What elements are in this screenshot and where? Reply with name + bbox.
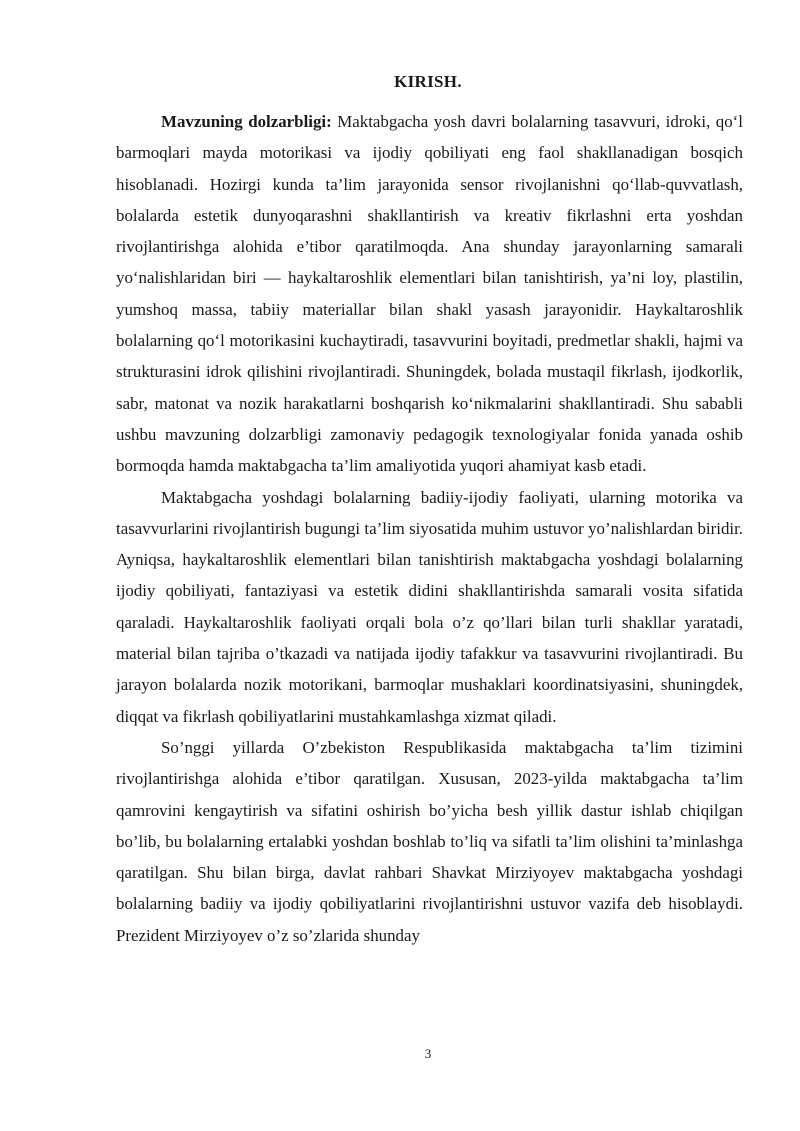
page-heading: KIRISH. bbox=[394, 72, 462, 91]
paragraph-2: Maktabgacha yoshdagi bolalarning badiiy-ijodiy faoliyati, ularning motorika va tasavvurlarini rivojlantirish bugungi ta’lim siyosatida muhim ustuvor yo’nalishlardan biridir. Ayniqsa, haykaltaroshlik elementlari bilan tanishtirish maktabgacha yoshdagi bolalarning ijodiy qobiliyati, fantaziyasi va estetik didini shakllantirishda samarali vosita sifatida qaraladi. Haykaltaroshlik faoliyati orqali bola o’z qo’llari bilan turli shakllar yaratadi, material bilan tajriba o’tkazadi va natijada ijodiy tafakkur va tasavvurini rivojlantiradi. Bu jarayon bolalarda nozik motorikani, barmoqlar mushaklari koordinatsiyasini, shuningdek, diqqat va fikrlash qobiliyatlarini mustahkamlashga xizmat qiladi. bbox=[116, 487, 743, 726]
paragraph-1 bbox=[116, 106, 743, 482]
page-number: 3 bbox=[424, 1046, 432, 1061]
paragraph-lead: Mavzuning dolzarbligi: bbox=[161, 112, 332, 131]
document-body bbox=[116, 106, 743, 951]
paragraph-text: Maktabgacha yosh davri bolalarning tasavvuri, idroki, qo‘l barmoqlari mayda motorikasi va ijodiy qobiliyati eng faol shakllanadigan bosqich hisoblanadi. Hozirgi kunda ta’lim jarayonida sensor rivojlanishni qo‘llab-quvvatlash, bolalarda estetik dunyoqarashni shakllantirish va kreativ fikrlashni erta yoshdan rivojlantirishga alohida e’tibor qaratilmoqda. Ana shunday jarayonlarning samarali yo‘nalishlaridan biri — haykaltaroshlik elementlari bilan tanishtirish, ya’ni loy, plastilin, yumshoq massa, tabiiy materiallar bilan shakl yasash jarayonidir. Haykaltaroshlik bolalarning qo‘l motorikasini kuchaytiradi, tasavvurini boyitadi, predmetlar shakli, hajmi va strukturasini idrok qilishini rivojlantiradi. Shuningdek, bolada mustaqil fikrlash, ijodkorlik, sabr, matonat va nozik harakatlarni boshqarish ko‘nikmalarini shakllantiradi. Shu sababli ushbu mavzuning dolzarbligi zamonaviy pedagogik texnologiyalar fonida yanada oshib bormoqda hamda maktabgacha ta’lim amaliyotida yuqori ahamiyat kasb etadi. bbox=[116, 112, 743, 476]
paragraph-3: So’nggi yillarda O’zbekiston Respublikasida maktabgacha ta’lim tizimini rivojlantirishga alohida e’tibor qaratilgan. Xususan, 2023-yilda maktabgacha ta’lim qamrovini kengaytirish va sifatini oshirish bo’yicha besh yillik dastur ishlab chiqilgan bo’lib, bu bolalarning ertalabki yoshdan boshlab to’liq va sifatli ta’lim olishini ta’minlashga qaratilgan. Shu bilan birga, davlat rahbari Shavkat Mirziyoyev maktabgacha yoshdagi bolalarning badiiy va ijodiy qobiliyatlarini rivojlantirishni ustuvor vazifa deb hisoblaydi. Prezident Mirziyoyev o’z so’zlarida shunday bbox=[116, 737, 743, 945]
